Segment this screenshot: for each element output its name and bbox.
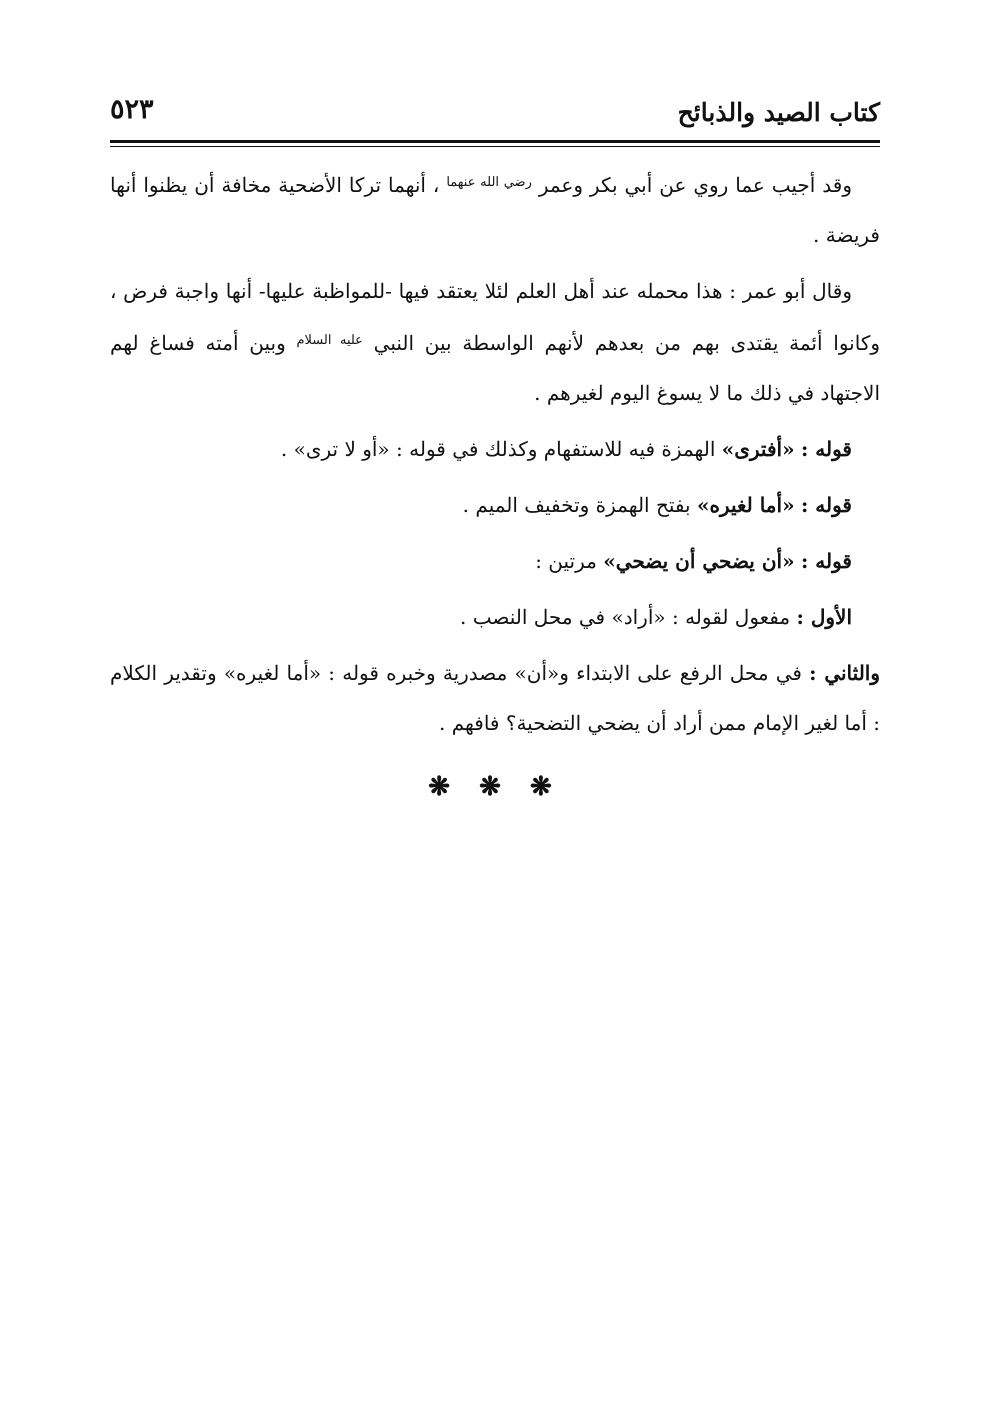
paragraph-2-text-after: وبين أمته فساغ لهم الاجتهاد في ذلك ما لا يسوغ اليوم لغيرهم . — [110, 331, 880, 405]
paragraph-5-text: مرتين : — [535, 549, 597, 573]
section-separator: ❋ ❋ ❋ — [428, 772, 562, 802]
quoted-phrase: «أما لغيره» — [696, 493, 795, 517]
paragraph-4 — [110, 480, 880, 530]
paragraph-1-text-after: ، أنهما تركا الأضحية مخافة أن يظنوا أنها فريضة . — [110, 173, 880, 247]
paragraph-2 — [110, 266, 880, 418]
honorific-mark: رضي الله عنهما — [446, 175, 532, 190]
quoted-phrase: «أن يضحي أن يضحي» — [603, 549, 795, 573]
page-number: ٥٢٣ — [110, 94, 154, 125]
header-rule-thin — [110, 146, 880, 147]
paragraph-1 — [110, 158, 880, 260]
body-text — [110, 158, 880, 754]
point-label: والثاني : — [809, 661, 880, 685]
paragraph-2-text-before: وقال أبو عمر : هذا محمله عند أهل العلم لئلا يعتقد فيها -للمواظبة عليها- أنها واجبة فرض ، وكانوا أئمة يقتدى بهم من بعدهم لأنهم الواسطة بين النبي — [110, 279, 881, 355]
commentary-label: قوله : — [800, 493, 852, 517]
paragraph-1-text-before: وقد أجيب عما روي عن أبي بكر وعمر — [538, 173, 852, 197]
header-rule-thick — [110, 140, 880, 143]
paragraph-4-text: بفتح الهمزة وتخفيف الميم . — [462, 493, 691, 517]
paragraph-7 — [110, 648, 880, 748]
paragraph-6-text: مفعول لقوله : «أراد» في محل النصب . — [460, 605, 791, 629]
page-header — [110, 92, 880, 138]
commentary-label: قوله : — [800, 437, 852, 461]
paragraph-6 — [110, 592, 880, 642]
book-title: كتاب الصيد والذبائح — [677, 98, 880, 127]
paragraph-3-text: الهمزة فيه للاستفهام وكذلك في قوله : «أو لا ترى» . — [280, 437, 716, 461]
paragraph-5 — [110, 536, 880, 586]
commentary-label: قوله : — [800, 549, 852, 573]
honorific-mark: عليه السلام — [296, 333, 363, 348]
point-label: الأول : — [796, 605, 852, 629]
quoted-phrase: «أفترى» — [721, 437, 795, 461]
paragraph-3 — [110, 424, 880, 474]
paragraph-7-text: في محل الرفع على الابتداء و«أن» مصدرية وخبره قوله : «أما لغيره» وتقدير الكلام : أما لغير الإمام ممن أراد أن يضحي التضحية؟ فافهم . — [110, 661, 880, 735]
